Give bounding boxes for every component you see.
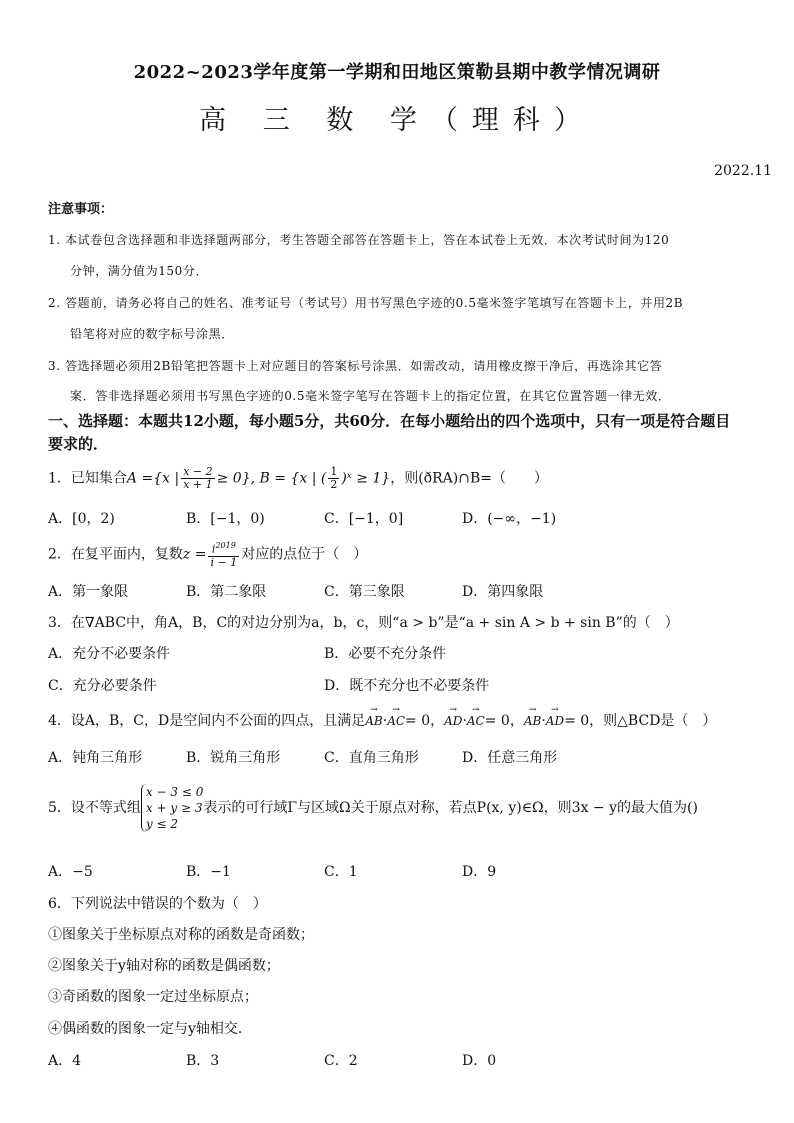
q4-eq3: = 0，则△BCD是（ ） bbox=[564, 713, 717, 729]
q5-suffix: 表示的可行域Γ与区域Ω关于原点对称，若点P(x, y)∈Ω，则3x − y的最大值为() bbox=[203, 800, 698, 816]
q1-half-num: 1 bbox=[330, 465, 338, 478]
q1-ge0: ≥ 0} bbox=[216, 470, 251, 487]
q1-option-c: C．[−1，0] bbox=[324, 511, 404, 527]
q2-frac-den: i − 1 bbox=[210, 555, 238, 569]
q1-set-b: , B = {x | ( bbox=[250, 470, 327, 487]
q6-option-a: A．4 bbox=[48, 1053, 82, 1069]
notice-item-1-line-2: 分钟，满分值为150分． bbox=[70, 264, 209, 278]
q2-option-a: A．第一象限 bbox=[48, 584, 129, 600]
q6-option-b: B．3 bbox=[186, 1053, 220, 1069]
q5-ineq-3: y ≤ 2 bbox=[145, 817, 179, 831]
q6-option-c: C．2 bbox=[324, 1053, 358, 1069]
q3-option-b: B．必要不充分条件 bbox=[324, 646, 447, 662]
q2-frac-num bbox=[208, 540, 239, 557]
q4-vector-ac: → AC bbox=[467, 714, 485, 728]
q4-option-c: C．直角三角形 bbox=[324, 750, 419, 766]
exam-date: 2022.11 bbox=[714, 163, 772, 179]
q4-vector-ac: → AC bbox=[387, 714, 405, 728]
q2-z: z = bbox=[182, 546, 207, 563]
q4-vector-ab: → AB bbox=[365, 714, 382, 728]
q2-suffix: 对应的点位于（ ） bbox=[241, 546, 368, 563]
question-1 bbox=[48, 466, 548, 491]
section-1-heading: 一、选择题：本题共12小题，每小题5分，共60分．在每小题给出的四个选项中，只有一项是符合题目要求的． bbox=[48, 412, 731, 453]
q1-option-a: A．[0，2) bbox=[48, 511, 115, 527]
q4-vector-ad: → AD bbox=[444, 714, 462, 728]
q6-statement-4: ④偶函数的图象一定与y轴相交． bbox=[48, 1021, 252, 1037]
notice-item-2-line-2: 铅笔将对应的数字标号涂黑． bbox=[70, 327, 234, 341]
q1-option-b: B．[−1，0) bbox=[186, 511, 265, 527]
q2-num-exp: 2019 bbox=[215, 541, 236, 550]
q4-dot: · bbox=[541, 713, 546, 729]
q6-statement-1: ①图象关于坐标原点对称的函数是奇函数； bbox=[48, 927, 314, 943]
q4-vector-ab: → AB bbox=[524, 714, 541, 728]
question-5 bbox=[48, 784, 698, 832]
q2-fraction bbox=[208, 540, 239, 569]
question-3: 3．在∇ABC中，角A，B，C的对边分别为a，b，c，则“a > b”是“a + sin A > b + sin B”的（ ） bbox=[48, 615, 679, 631]
q3-option-d: D．既不充分也不必要条件 bbox=[324, 678, 490, 694]
q4-vector-ad: → AD bbox=[546, 714, 564, 728]
q3-option-c: C．充分必要条件 bbox=[48, 678, 157, 694]
q5-option-c: C．1 bbox=[324, 864, 358, 880]
q2-option-d: D．第四象限 bbox=[462, 584, 544, 600]
q4-option-a: A．钝角三角形 bbox=[48, 750, 143, 766]
q1-half bbox=[328, 466, 339, 491]
q1-set-a: A = bbox=[126, 470, 154, 487]
notice-item-3-line-2: 案．答非选择题必须用书写黑色字迹的0.5毫米签字笔写在答题卡上的指定位置，在其它位置答题一律无效． bbox=[70, 389, 671, 403]
subject-title: 高 三 数 学（理科） bbox=[199, 105, 595, 136]
q2-prefix: 2．在复平面内，复数 bbox=[48, 546, 183, 563]
q1-prefix: 1．已知集合 bbox=[48, 470, 127, 487]
q4-eq2: = 0， bbox=[484, 713, 524, 729]
notice-item-2-line-1: 2. 答题前，请务必将自己的姓名、准考证号（考试号）用书写黑色字迹的0.5毫米签字笔填写在答题卡上，并用2B bbox=[48, 296, 684, 310]
question-6: 6．下列说法中错误的个数为（ ） bbox=[48, 896, 267, 912]
q4-eq1: = 0， bbox=[405, 713, 445, 729]
notice-heading: 注意事项： bbox=[48, 202, 114, 217]
notice-item-1-line-1: 1. 本试卷包含选择题和非选择题两部分，考生答题全部答在答题卡上，答在本试卷上无效．本次考试时间为120 bbox=[48, 233, 670, 247]
q2-option-b: B．第二象限 bbox=[186, 584, 267, 600]
q3-option-a: A．充分不必要条件 bbox=[48, 646, 171, 662]
q4-dot: · bbox=[462, 713, 467, 729]
q5-ineq-1: x − 3 ≤ 0 bbox=[145, 785, 204, 799]
q6-option-d: D．0 bbox=[462, 1053, 497, 1069]
q1-suffix: ，则(ðRA)∩B=（ ） bbox=[390, 470, 548, 487]
q1-half-den: 2 bbox=[330, 478, 338, 491]
q1-option-d: D．(−∞，−1) bbox=[462, 511, 557, 527]
q1-brace: {x | bbox=[153, 470, 180, 487]
q1-exp: )ˣ ≥ 1} bbox=[341, 470, 391, 487]
q5-prefix: 5．设不等式组 bbox=[48, 800, 141, 816]
exam-title: 2022~2023学年度第一学期和田地区策勒县期中教学情况调研 bbox=[133, 62, 661, 83]
question-4 bbox=[48, 710, 716, 730]
question-2 bbox=[48, 540, 367, 569]
q2-option-c: C．第三象限 bbox=[324, 584, 405, 600]
q5-ineq-2: x + y ≥ 3 bbox=[145, 801, 203, 815]
q6-statement-2: ②图象关于y轴对称的函数是偶函数； bbox=[48, 958, 280, 974]
q4-option-d: D．任意三角形 bbox=[462, 750, 558, 766]
q1-fraction bbox=[181, 466, 214, 491]
q2-num-base: i bbox=[211, 542, 216, 556]
q6-statement-3: ③奇函数的图象一定过坐标原点； bbox=[48, 989, 258, 1005]
notice-item-3-line-1: 3. 答选择题必须用2B铅笔把答题卡上对应题目的答案标号涂黑．如需改动，请用橡皮擦干净后，再选涂其它答 bbox=[48, 359, 663, 373]
q5-option-b: B．−1 bbox=[186, 864, 231, 880]
q4-option-b: B．锐角三角形 bbox=[186, 750, 281, 766]
q5-option-a: A．−5 bbox=[48, 864, 93, 880]
q4-dot: · bbox=[382, 713, 388, 729]
q1-frac-den: x + 1 bbox=[183, 478, 213, 491]
q5-inequality-system bbox=[141, 784, 203, 832]
q1-frac-num: x − 2 bbox=[183, 465, 213, 478]
q5-option-d: D．9 bbox=[462, 864, 497, 880]
q4-prefix: 4．设A，B，C，D是空间内不公面的四点，且满足 bbox=[48, 713, 366, 729]
